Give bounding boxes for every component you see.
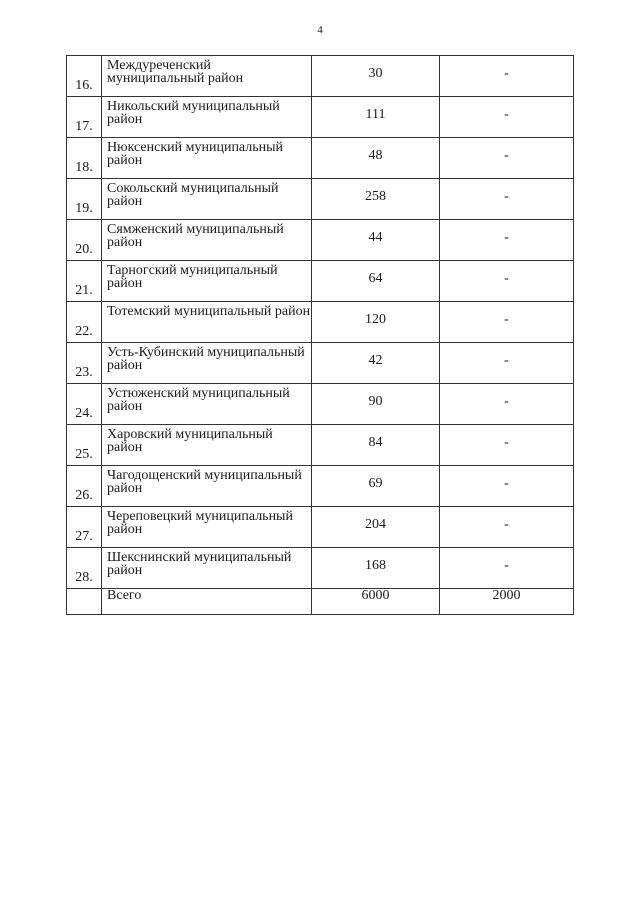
table-row	[67, 548, 574, 589]
district-name: Междуреченский муниципальный район	[102, 56, 312, 97]
total-count: 6000	[312, 589, 440, 615]
district-name: Череповецкий муниципальный район	[102, 507, 312, 548]
total-label: Всего	[102, 589, 312, 615]
districts-table	[66, 55, 574, 615]
extra-cell: -	[440, 384, 574, 425]
row-number	[67, 589, 102, 615]
count-cell: 30	[312, 56, 440, 97]
district-name: Чагодощенский муниципальный район	[102, 466, 312, 507]
extra-cell: -	[440, 507, 574, 548]
district-name: Устюженский муниципальный район	[102, 384, 312, 425]
count-cell: 120	[312, 302, 440, 343]
table-row	[67, 138, 574, 179]
extra-cell: -	[440, 261, 574, 302]
extra-cell: -	[440, 97, 574, 138]
district-name: Усть-Кубинский муниципальный район	[102, 343, 312, 384]
extra-cell: -	[440, 220, 574, 261]
row-number: 28.	[67, 548, 102, 589]
count-cell: 42	[312, 343, 440, 384]
table-row	[67, 343, 574, 384]
count-cell: 69	[312, 466, 440, 507]
page-number: 4	[317, 24, 323, 36]
count-cell: 48	[312, 138, 440, 179]
row-number: 18.	[67, 138, 102, 179]
district-name: Шекснинский муниципальный район	[102, 548, 312, 589]
table-row	[67, 261, 574, 302]
table-row	[67, 179, 574, 220]
extra-cell: -	[440, 302, 574, 343]
total-row	[67, 589, 574, 615]
extra-cell: -	[440, 56, 574, 97]
table-body	[67, 56, 574, 615]
table-row	[67, 220, 574, 261]
extra-cell: -	[440, 343, 574, 384]
row-number: 24.	[67, 384, 102, 425]
district-name: Харовский муниципальный район	[102, 425, 312, 466]
extra-cell: -	[440, 138, 574, 179]
district-name: Тарногский муниципальный район	[102, 261, 312, 302]
district-name: Нюксенский муниципальный район	[102, 138, 312, 179]
count-cell: 168	[312, 548, 440, 589]
extra-cell: -	[440, 425, 574, 466]
table-row	[67, 384, 574, 425]
district-name: Никольский муниципальный район	[102, 97, 312, 138]
table-row	[67, 302, 574, 343]
table-row	[67, 425, 574, 466]
row-number: 25.	[67, 425, 102, 466]
count-cell: 258	[312, 179, 440, 220]
row-number: 20.	[67, 220, 102, 261]
table-row	[67, 56, 574, 97]
extra-cell: -	[440, 548, 574, 589]
count-cell: 204	[312, 507, 440, 548]
row-number: 27.	[67, 507, 102, 548]
count-cell: 90	[312, 384, 440, 425]
row-number: 26.	[67, 466, 102, 507]
row-number: 23.	[67, 343, 102, 384]
row-number: 19.	[67, 179, 102, 220]
district-name: Сямженский муниципальный район	[102, 220, 312, 261]
count-cell: 84	[312, 425, 440, 466]
extra-cell: -	[440, 466, 574, 507]
row-number: 22.	[67, 302, 102, 343]
table-row	[67, 97, 574, 138]
count-cell: 64	[312, 261, 440, 302]
table-row	[67, 466, 574, 507]
row-number: 16.	[67, 56, 102, 97]
district-name: Сокольский муниципальный район	[102, 179, 312, 220]
table-row	[67, 507, 574, 548]
extra-cell: -	[440, 179, 574, 220]
count-cell: 44	[312, 220, 440, 261]
count-cell: 111	[312, 97, 440, 138]
row-number: 21.	[67, 261, 102, 302]
district-name: Тотемский муниципальный район	[102, 302, 312, 343]
row-number: 17.	[67, 97, 102, 138]
total-extra: 2000	[440, 589, 574, 615]
